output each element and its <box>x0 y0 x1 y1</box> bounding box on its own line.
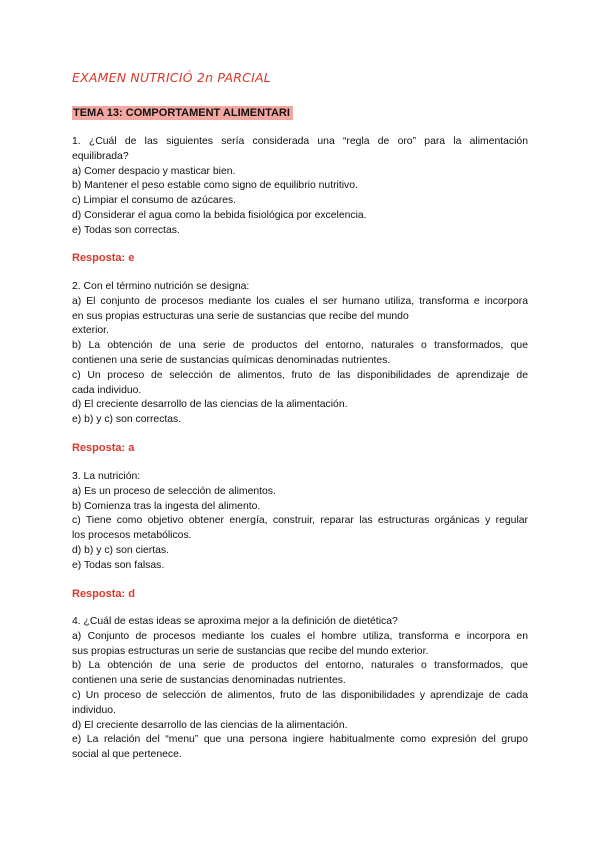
option-c-cont: individuo. <box>72 704 116 716</box>
option-e: e) b) y c) son correctas. <box>72 414 182 426</box>
question-line: 1. ¿Cuál de las siguientes sería considerada una “regla de oro” para la alimentación <box>72 136 528 147</box>
option-e: e) La relación del “menu” que una persona ingiere habitualmente como expresión del grupo <box>72 734 528 746</box>
option-d: d) El creciente desarrollo de las ciencias de la alimentación. <box>72 719 348 731</box>
option-b: b) La obtención de una serie de productos del entorno, naturales o transformados, que <box>72 340 528 352</box>
option-b: b) Mantener el peso estable como signo de equilibrio nutritivo. <box>72 180 358 192</box>
option-c: c) Un proceso de selección de alimentos, fruto de las disponibilidades y aprendizaje de cada <box>72 689 528 701</box>
question-line: equilibrada? <box>72 150 129 162</box>
option-e-cont: social al que pertenece. <box>72 749 182 761</box>
option-a: a) El conjunto de procesos mediante los cuales el ser humano utiliza, transforma e incorpora <box>72 295 528 307</box>
option-d: d) El creciente desarrollo de las ciencias de la alimentación. <box>72 399 348 411</box>
option-a: a) Comer despacio y masticar bien. <box>72 165 236 177</box>
option-c: c) Un proceso de selección de alimentos, fruto de las disponibilidades de aprendizaje de <box>72 369 528 381</box>
option-d: d) b) y c) son ciertas. <box>72 544 170 556</box>
option-a-cont: en sus propias estructuras una serie de sustancias que recibe del mundo <box>72 310 409 322</box>
answer-3: Resposta: d <box>72 588 135 600</box>
section-heading: TEMA 13: COMPORTAMENT ALIMENTARI <box>72 106 293 120</box>
option-e: e) Todas son correctas. <box>72 224 180 236</box>
option-d: d) Considerar el agua como la bebida fisiológica por excelencia. <box>72 209 367 221</box>
question-1 <box>72 135 528 239</box>
question-line: 2. Con el término nutrición se designa: <box>72 281 250 292</box>
answer-1: Resposta: e <box>72 252 135 264</box>
question-line: 3. La nutrición: <box>72 471 141 482</box>
document-title: EXAMEN NUTRICIÓ 2n PARCIAL <box>72 70 271 85</box>
question-4 <box>72 615 528 763</box>
option-c: c) Tiene como objetivo obtener energía, construir, reparar las estructuras orgánicas y regular <box>72 515 528 527</box>
option-c-cont: cada individuo. <box>72 384 142 396</box>
option-a: a) Es un proceso de selección de alimentos. <box>72 485 276 497</box>
option-a-cont: sus propias estructuras un serie de sustancias que recibe del mundo exterior. <box>72 645 429 657</box>
option-c-cont: los procesos metabólicos. <box>72 530 192 542</box>
option-a: a) Conjunto de procesos mediante los cuales el hombre utiliza, transforma e incorpora en <box>72 630 528 642</box>
question-3 <box>72 470 528 574</box>
question-2 <box>72 280 528 428</box>
option-e: e) Todas son falsas. <box>72 559 165 571</box>
option-c: c) Limpiar el consumo de azúcares. <box>72 195 237 207</box>
question-line: 4. ¿Cuál de estas ideas se aproxima mejor a la definición de dietética? <box>72 616 398 627</box>
option-b-cont: contienen una serie de sustancias químicas denominadas nutrientes. <box>72 354 391 366</box>
answer-2: Resposta: a <box>72 442 135 454</box>
option-b: b) La obtención de una serie de productos del entorno, naturales o transformados, que <box>72 660 528 672</box>
option-b: b) Comienza tras la ingesta del alimento. <box>72 500 261 512</box>
option-b-cont: contienen una serie de sustancias denominadas nutrientes. <box>72 675 346 687</box>
option-a-cont: exterior. <box>72 325 109 337</box>
